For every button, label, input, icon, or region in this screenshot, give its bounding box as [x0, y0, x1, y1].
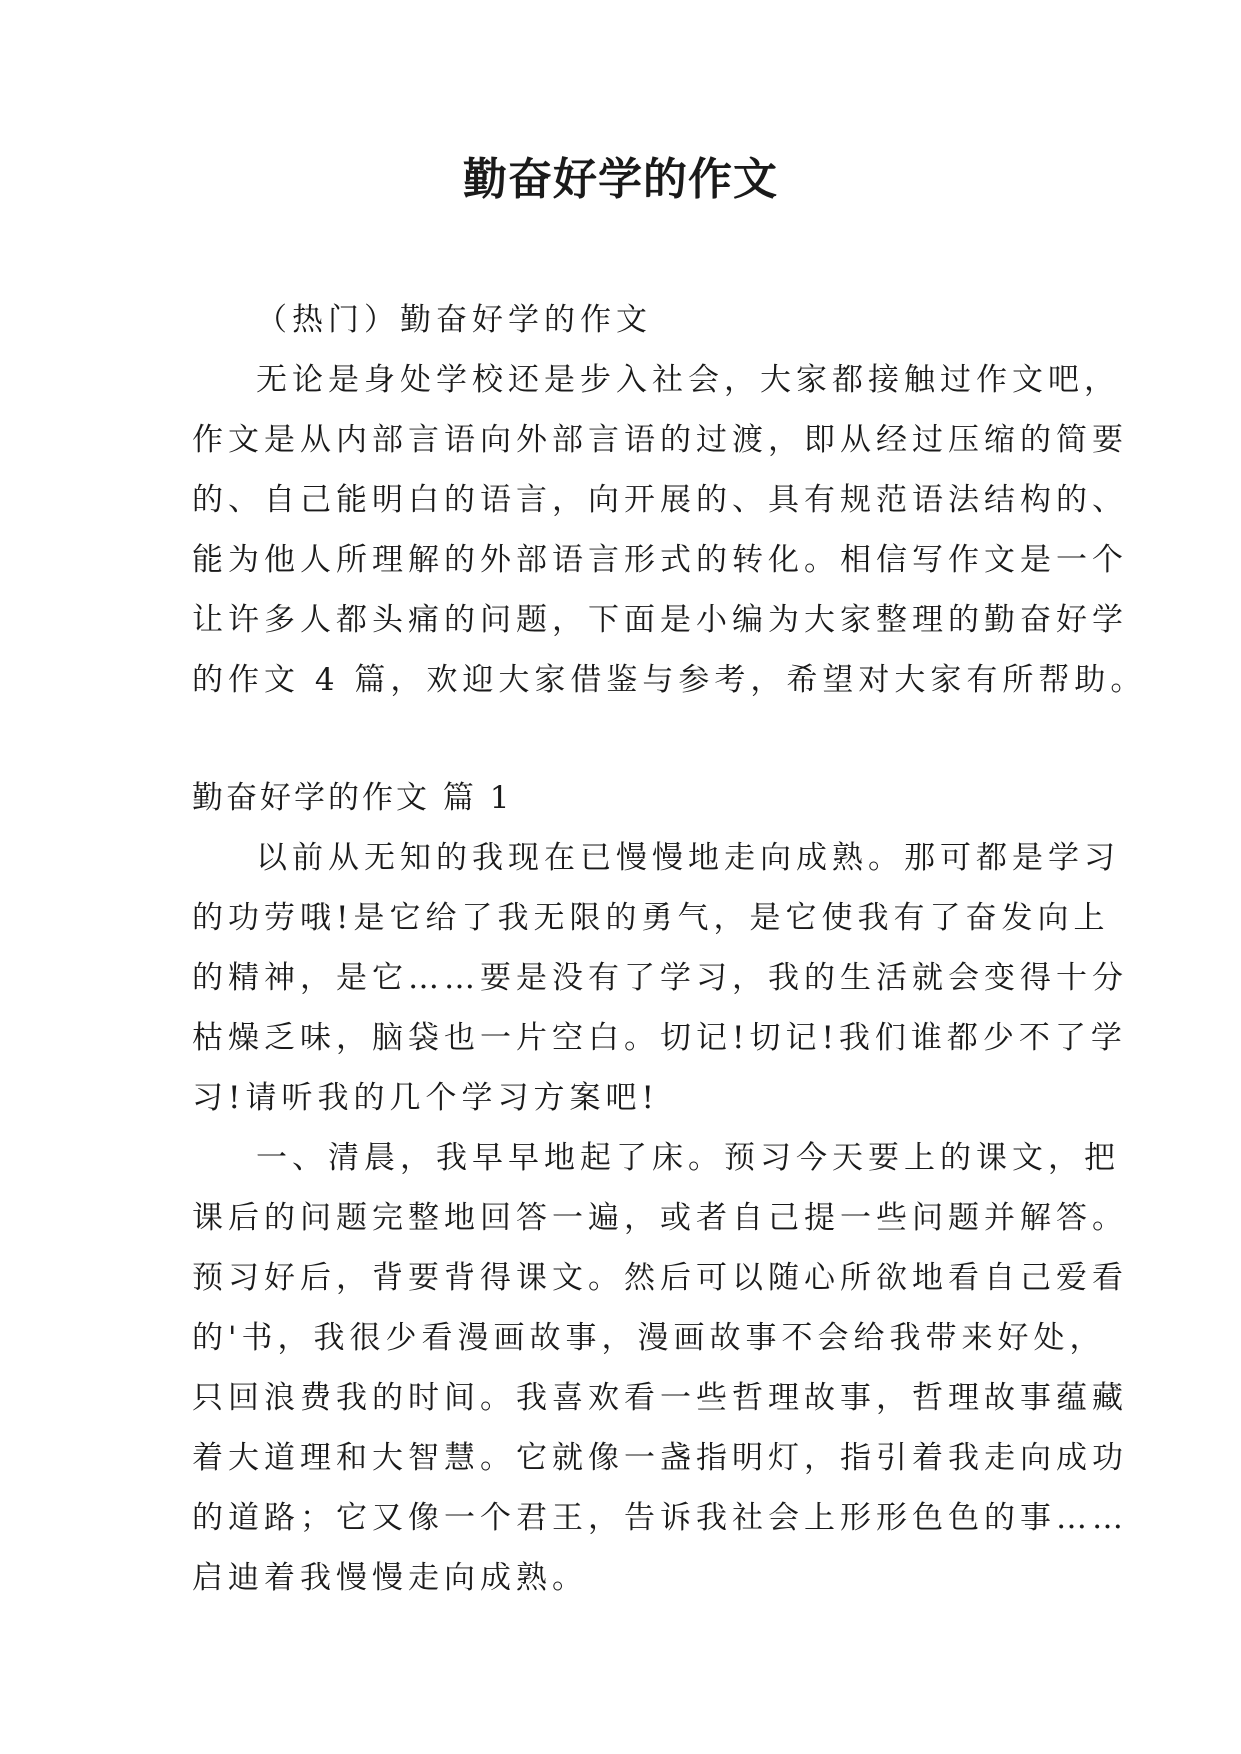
paragraph-line: 预习好后，背要背得课文。然后可以随心所欲地看自己爱看 [192, 1260, 1128, 1296]
intro-line: 无论是身处学校还是步入社会，大家都接触过作文吧， [256, 362, 1120, 398]
section-paragraph-2 [192, 1128, 1128, 1608]
document-title: 勤奋好学的作文 [463, 154, 778, 205]
intro-line: 能为他人所理解的外部语言形式的转化。相信写作文是一个 [192, 542, 1128, 578]
paragraph-line: 着大道理和大智慧。它就像一盏指明灯，指引着我走向成功 [192, 1440, 1128, 1476]
paragraph-line: 的功劳哦!是它给了我无限的勇气，是它使我有了奋发向上 [192, 900, 1110, 936]
intro-line: 让许多人都头痛的问题，下面是小编为大家整理的勤奋好学 [192, 602, 1128, 638]
paragraph-line: 以前从无知的我现在已慢慢地走向成熟。那可都是学习 [256, 840, 1120, 876]
section-heading: 勤奋好学的作文 篇 1 [192, 780, 513, 816]
paragraph-line: 一、清晨，我早早地起了床。预习今天要上的课文，把 [256, 1140, 1120, 1176]
section-spacer [192, 710, 1072, 768]
paragraph-line: 只回浪费我的时间。我喜欢看一些哲理故事，哲理故事蕴藏 [192, 1380, 1128, 1416]
intro-line: 作文是从内部言语向外部言语的过渡，即从经过压缩的简要 [192, 422, 1128, 458]
paragraph-line: 习!请听我的几个学习方案吧! [192, 1080, 659, 1116]
document-subtitle: （热门）勤奋好学的作文 [256, 302, 652, 338]
paragraph-line: 的精神，是它……要是没有了学习，我的生活就会变得十分 [192, 960, 1128, 996]
paragraph-line: 的'书，我很少看漫画故事，漫画故事不会给我带来好处， [192, 1320, 1106, 1356]
intro-line: 的作文 4 篇，欢迎大家借鉴与参考，希望对大家有所帮助。 [192, 662, 1147, 698]
paragraph-line: 枯燥乏味，脑袋也一片空白。切记!切记!我们谁都少不了学 [192, 1020, 1127, 1056]
document-body [192, 290, 1147, 1608]
paragraph-line: 启迪着我慢慢走向成熟。 [192, 1560, 588, 1596]
intro-line: 的、自己能明白的语言，向开展的、具有规范语法结构的、 [192, 482, 1128, 518]
section-paragraph-1 [192, 828, 1128, 1128]
paragraph-line: 的道路；它又像一个君王，告诉我社会上形形色色的事…… [192, 1500, 1128, 1536]
paragraph-line: 课后的问题完整地回答一遍，或者自己提一些问题并解答。 [192, 1200, 1128, 1236]
intro-paragraph [192, 350, 1147, 710]
